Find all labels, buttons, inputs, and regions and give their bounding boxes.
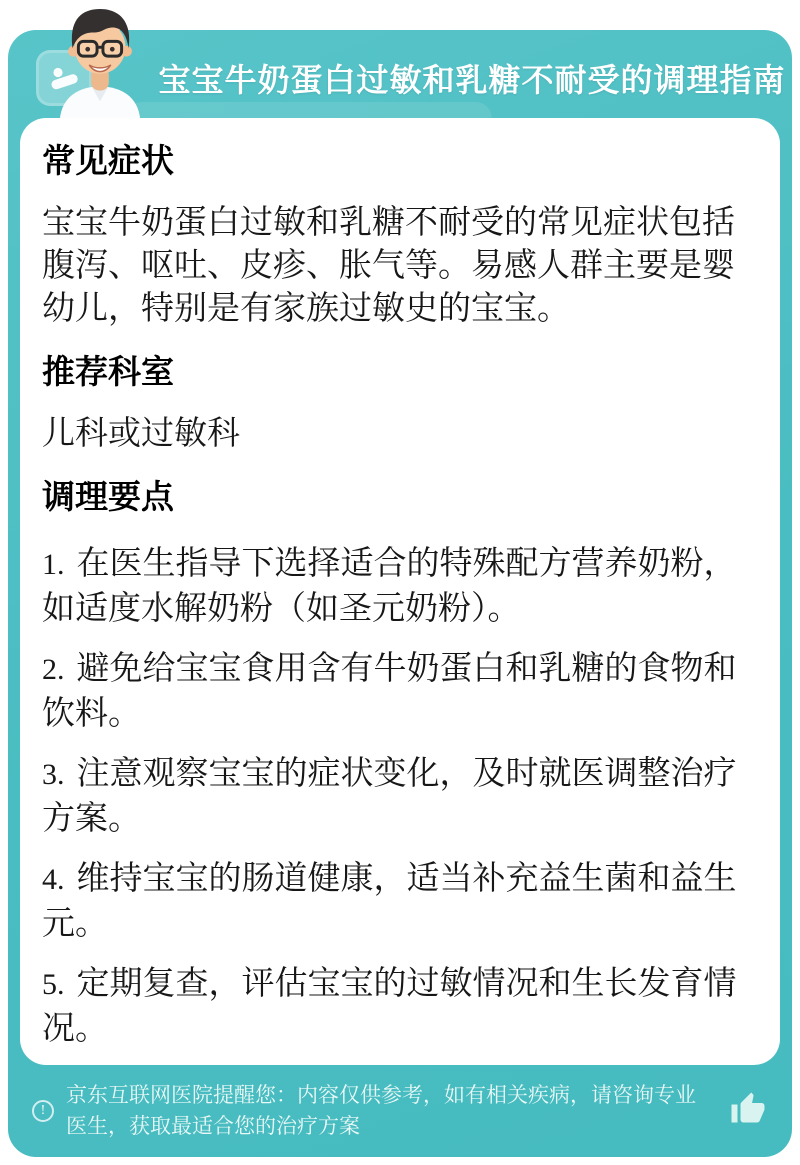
page-title: 宝宝牛奶蛋白过敏和乳糖不耐受的调理指南 (158, 62, 786, 98)
section-heading-symptoms: 常见症状 (42, 142, 174, 179)
content-card (20, 118, 780, 1065)
care-point-item (42, 961, 758, 1049)
care-point-item (42, 646, 758, 734)
care-point-item (42, 856, 758, 944)
item-text: 避免给宝宝食用含有牛奶蛋白和乳糖的食物和饮料。 (42, 649, 737, 731)
item-number: 1. (42, 548, 65, 581)
department-paragraph: 儿科或过敏科 (42, 414, 240, 451)
item-text: 注意观察宝宝的症状变化，及时就医调整治疗方案。 (42, 754, 737, 836)
item-number: 3. (42, 758, 65, 791)
item-number: 5. (42, 968, 65, 1001)
thumbs-up-icon[interactable] (728, 1091, 768, 1131)
symptoms-paragraph: 宝宝牛奶蛋白过敏和乳糖不耐受的常见症状包括腹泻、呕吐、皮疹、胀气等。易感人群主要是婴幼儿，特别是有家族过敏史的宝宝。 (42, 203, 735, 326)
care-point-item (42, 541, 758, 629)
info-icon: ! (32, 1100, 54, 1122)
item-number: 4. (42, 863, 65, 896)
item-text: 定期复查，评估宝宝的过敏情况和生长发育情况。 (42, 964, 737, 1046)
care-point-item (42, 751, 758, 839)
doctor-avatar (46, 2, 154, 120)
disclaimer-text: 京东互联网医院提醒您：内容仅供参考，如有相关疾病，请咨询专业医生，获取最适合您的治疗方案 (66, 1084, 696, 1138)
item-text: 在医生指导下选择适合的特殊配方营养奶粉，如适度水解奶粉（如圣元奶粉）。 (42, 544, 737, 626)
section-heading-department: 推荐科室 (42, 353, 174, 390)
item-text: 维持宝宝的肠道健康，适当补充益生菌和益生元。 (42, 859, 737, 941)
item-number: 2. (42, 653, 65, 686)
section-heading-care-points: 调理要点 (42, 478, 174, 515)
footer-disclaimer (8, 1065, 792, 1157)
